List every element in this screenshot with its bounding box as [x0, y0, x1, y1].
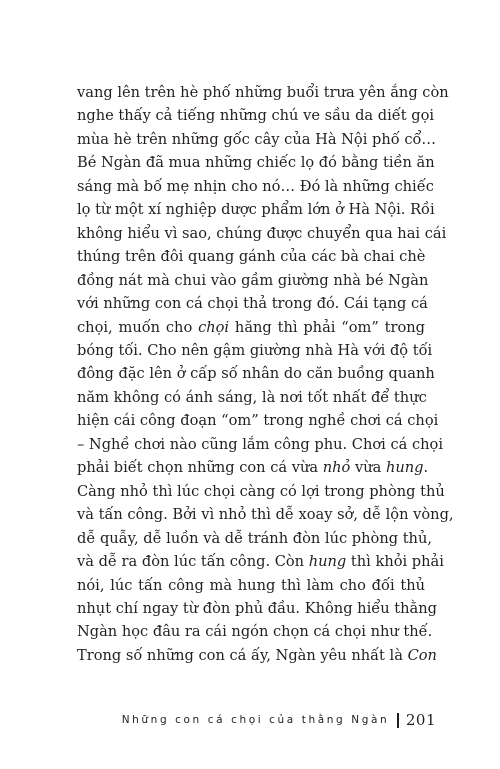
italic-word: nhỏ — [322, 459, 351, 477]
text-line — [77, 386, 425, 409]
text-run: nhụt chí ngay từ đòn phủ đầu. Không hiểu thằng — [77, 599, 437, 617]
text-run: phải biết chọn những con cá vừa — [77, 459, 323, 477]
text-line — [77, 550, 444, 573]
text-line — [77, 503, 454, 526]
text-line — [77, 362, 435, 385]
text-run: Càng nhỏ thì lúc chọi càng có lợi trong phòng thủ — [77, 482, 445, 500]
running-title: Những con cá chọi của thằng Ngàn — [121, 714, 390, 726]
text-line — [77, 104, 435, 127]
page-number: 201 — [405, 711, 436, 729]
text-run: mùa hè trên những gốc cây của Hà Nội phố cổ… — [77, 130, 437, 148]
text-run: vang lên trên hè phố những buổi trưa yên ắng còn — [77, 84, 449, 101]
text-line — [77, 644, 437, 667]
text-line — [77, 128, 437, 151]
footer-separator — [397, 713, 399, 728]
text-line — [77, 620, 433, 643]
text-run: nghe thấy cả tiếng những chú ve sầu da diết gọi — [77, 107, 435, 125]
text-line — [77, 175, 434, 198]
text-run: đồng nát mà chui vào gầm giường nhà bé Ngàn — [77, 271, 429, 289]
text-run: và tấn công. Bởi vì nhỏ thì dễ xoay sở, dễ lộn vòng, — [77, 506, 454, 524]
text-line — [77, 151, 435, 174]
text-line — [77, 456, 429, 479]
text-line — [77, 433, 444, 456]
text-run: – Nghề chơi nào cũng lắm công phu. Chơi cá chọi — [77, 435, 444, 453]
italic-word: hung — [308, 553, 347, 571]
text-run: . — [423, 459, 429, 477]
italic-word: chọi — [198, 318, 230, 336]
text-line — [77, 316, 425, 339]
text-run: vừa — [350, 459, 386, 477]
text-line — [77, 198, 435, 221]
text-run: nói, lúc tấn công mà hung thì làm cho đối thủ — [77, 576, 425, 594]
text-run: chọi, muốn cho — [77, 318, 199, 336]
text-line — [77, 480, 445, 503]
text-run: năm không có ánh sáng, là nơi tốt nhất để thực — [77, 388, 427, 406]
text-run: với những con cá chọi thả trong đó. Cái tạng cá — [77, 295, 428, 313]
text-line — [77, 222, 447, 245]
text-run: Trong số những con cá ấy, Ngàn yêu nhất là — [77, 646, 408, 664]
text-line — [77, 527, 432, 550]
text-run: lọ từ một xí nghiệp dược phẩm lớn ở Hà Nội. Rồi — [77, 201, 435, 219]
text-line — [77, 245, 425, 268]
body-text — [77, 81, 454, 667]
italic-word: Con — [407, 646, 437, 664]
text-run: thì khỏi phải — [346, 553, 444, 571]
page-footer — [60, 708, 436, 732]
text-run: sáng mà bố mẹ nhịn cho nó… Đó là những chiếc — [77, 177, 434, 195]
text-run: và dễ ra đòn lúc tấn công. Còn — [77, 553, 309, 571]
text-run: không hiểu vì sao, chúng được chuyển qua hai cái — [77, 224, 447, 242]
text-run: dễ quẫy, dễ luồn và dễ tránh đòn lúc phòng thủ, — [77, 529, 432, 547]
text-run: thúng trên đôi quang gánh của các bà chai chè — [77, 248, 426, 266]
italic-word: hung — [385, 459, 424, 477]
text-run: bóng tối. Cho nên gậm giường nhà Hà với độ tối — [77, 341, 433, 359]
text-line — [77, 81, 449, 104]
text-line — [77, 292, 428, 315]
text-run: hăng thì phải “om” trong — [229, 318, 425, 336]
text-run: hiện cái công đoạn “om” trong nghề chơi cá chọi — [77, 412, 439, 430]
text-run: Ngàn học đâu ra cái ngón chọn cá chọi như thế. — [77, 623, 433, 641]
text-line — [77, 269, 429, 292]
text-line — [77, 574, 425, 597]
text-line — [77, 409, 439, 432]
text-line — [77, 339, 433, 362]
text-run: đông đặc lên ở cấp số nhân do căn buồng quanh — [77, 365, 435, 383]
text-line — [77, 597, 437, 620]
text-run: Bé Ngàn đã mua những chiếc lọ đó bằng tiền ăn — [77, 154, 435, 172]
